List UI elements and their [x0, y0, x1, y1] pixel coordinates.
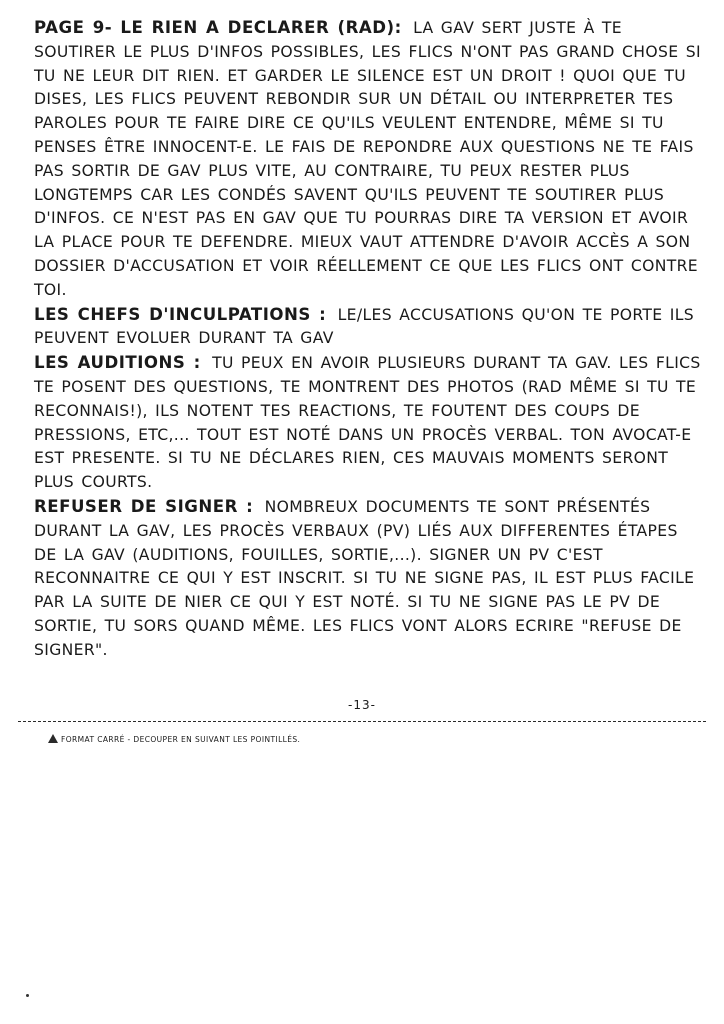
cut-instruction [48, 734, 300, 744]
section-text: NOMBREUX DOCUMENTS TE SONT PRÉSENTÉS DURANT LA GAV, LES PROCÈS VERBAUX (PV) LIÉS AUX DIFFERENTES ÉTAPES DE LA GAV (AUDITIONS, FOUILLES, SORTIE,...). SIGNER UN PV C'EST RECONNAITRE CE QUI Y EST INSCRIT. SI TU NE SIGNE PAS, IL EST PLUS FACILE PAR LA SUITE DE NIER CE QUI Y EST NOTÉ. SI TU NE SIGNE PAS LE PV DE SORTIE, TU SORS QUAND MÊME. LES FLICS VONT ALORS ECRIRE "REFUSE DE SIGNER". [34, 497, 695, 659]
section-refuser-signer [34, 495, 706, 663]
section-heading: LES CHEFS D'INCULPATIONS : [34, 304, 327, 324]
section-text: TU PEUX EN AVOIR PLUSIEURS DURANT TA GAV. LES FLICS TE POSENT DES QUESTIONS, TE MONTRENT DES PHOTOS (RAD MÊME SI TU TE RECONNAIS!), ILS NOTENT TES REACTIONS, TE FOUTENT DES COUPS DE PRESSIONS, ETC,... TOUT EST NOTÉ DANS UN PROCÈS VERBAL. TON AVOCAT-E EST PRESENTE. SI TU NE DÉCLARES RIEN, CES MAUVAIS MOMENTS SERONT PLUS COURTS. [34, 354, 701, 492]
cut-line-divider [18, 721, 706, 722]
section-heading: REFUSER DE SIGNER : [34, 496, 254, 516]
section-heading: PAGE 9- LE RIEN A DECLARER (RAD): [34, 18, 402, 37]
ink-dot [26, 994, 29, 997]
section-heading: LES AUDITIONS : [34, 353, 201, 373]
page-number: -13- [348, 698, 376, 712]
section-chefs-inculpations [34, 303, 706, 352]
warning-triangle-icon [48, 734, 58, 743]
section-text: LE/LES ACCUSATIONS QU'ON TE PORTE ILS PEUVENT EVOLUER DURANT TA GAV [34, 305, 694, 348]
section-auditions [34, 351, 706, 495]
cut-instruction-text: FORMAT CARRÉ - DECOUPER EN SUIVANT LES POINTILLÉS. [61, 735, 301, 744]
handwritten-notes [34, 16, 706, 663]
section-rien-a-declarer [34, 16, 706, 303]
section-text: LA GAV SERT JUSTE À TE SOUTIRER LE PLUS D'INFOS POSSIBLES, LES FLICS N'ONT PAS GRAND CHOSE SI TU NE LEUR DIT RIEN. ET GARDER LE SILENCE EST UN DROIT ! QUOI QUE TU DISES, LES FLICS PEUVENT REBONDIR SUR UN DÉTAIL OU INTERPRETER TES PAROLES POUR TE FAIRE DIRE CE QU'ILS VEULENT ENTENDRE, MÊME SI TU PENSES ÊTRE INNOCENT-E. LE FAIS DE REPONDRE AUX QUESTIONS NE TE FAIS PAS SORTIR DE GAV PLUS VITE, AU CONTRAIRE, TU PEUX RESTER PLUS LONGTEMPS CAR LES CONDÉS SAVENT QU'ILS PEUVENT TE SOUTIRER PLUS D'INFOS. CE N'EST PAS EN GAV QUE TU POURRAS DIRE TA VERSION ET AVOIR LA PLACE POUR TE DEFENDRE. MIEUX VAUT ATTENDRE D'AVOIR ACCÈS A SON DOSSIER D'ACCUSATION ET VOIR RÉELLEMENT CE QUE LES FLICS ONT CONTRE TOI. [34, 19, 701, 299]
